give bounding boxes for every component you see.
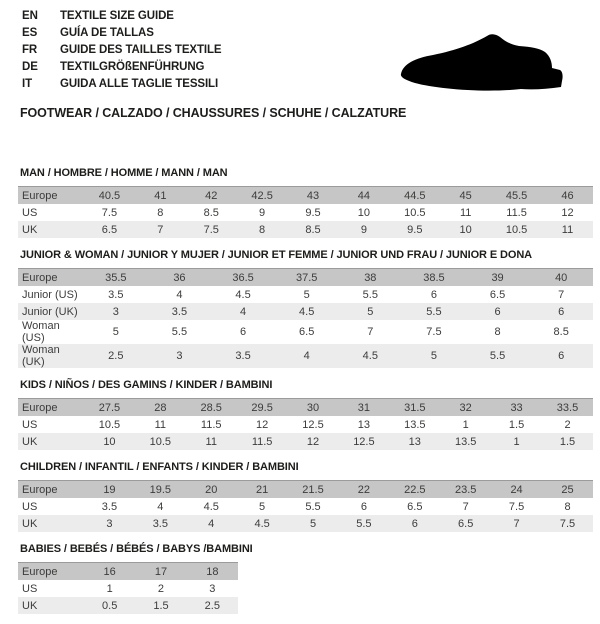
size-value: 10.5 bbox=[491, 221, 542, 238]
size-value: 1.5 bbox=[135, 597, 186, 614]
row-label: US bbox=[22, 418, 38, 431]
language-code: EN bbox=[22, 10, 38, 22]
language-label: GUIDA ALLE TAGLIE TESSILI bbox=[60, 78, 219, 90]
size-value: 5.5 bbox=[402, 303, 466, 320]
size-value: 13 bbox=[357, 418, 371, 431]
size-value: 8 bbox=[237, 221, 288, 238]
size-value: 5.5 bbox=[305, 500, 321, 513]
size-value: 44.5 bbox=[389, 187, 440, 205]
table-row bbox=[18, 563, 238, 581]
size-value: 10 bbox=[357, 206, 371, 219]
size-value: 11 bbox=[154, 418, 167, 431]
size-value: 33.5 bbox=[542, 399, 593, 417]
table-row bbox=[18, 221, 593, 238]
size-value: 4.5 bbox=[203, 500, 219, 513]
size-value: 3.5 bbox=[148, 303, 212, 320]
size-value: 32 bbox=[440, 399, 491, 417]
table-row bbox=[18, 399, 593, 417]
size-value: 5.5 bbox=[338, 515, 389, 532]
size-value: 4 bbox=[211, 303, 275, 320]
section-title: MAN / HOMBRE / HOMME / MANN / MAN bbox=[20, 167, 228, 179]
row-label: UK bbox=[18, 221, 84, 238]
size-value: 4.5 bbox=[275, 303, 339, 320]
size-value: 6.5 bbox=[299, 326, 315, 338]
size-value: 24 bbox=[491, 481, 542, 499]
size-value: 11.5 bbox=[506, 206, 527, 219]
row-label: Europe bbox=[18, 399, 84, 417]
size-section bbox=[18, 460, 593, 532]
size-value: 1.5 bbox=[542, 433, 593, 450]
table-row bbox=[18, 187, 593, 205]
size-value: 5 bbox=[303, 288, 310, 301]
size-value: 8 bbox=[564, 500, 571, 513]
language-code: ES bbox=[22, 27, 38, 39]
size-table bbox=[18, 398, 593, 450]
size-value: 7.5 bbox=[186, 221, 237, 238]
size-value: 6 bbox=[529, 344, 593, 368]
row-label: US bbox=[22, 582, 38, 595]
language-code: FR bbox=[22, 44, 38, 56]
row-label: US bbox=[22, 206, 38, 219]
size-value: 4 bbox=[186, 515, 237, 532]
size-value: 31.5 bbox=[389, 399, 440, 417]
size-value: 36.5 bbox=[211, 269, 275, 287]
size-value: 3.5 bbox=[108, 288, 124, 301]
language-row bbox=[22, 76, 222, 93]
size-value: 4.5 bbox=[339, 344, 403, 368]
size-value: 17 bbox=[135, 563, 186, 581]
size-value: 8 bbox=[157, 206, 164, 219]
size-value: 3.5 bbox=[135, 515, 186, 532]
row-label: Europe bbox=[18, 481, 84, 499]
size-value: 5 bbox=[288, 515, 339, 532]
size-value: 6 bbox=[430, 288, 437, 301]
size-value: 31 bbox=[338, 399, 389, 417]
size-value: 9.5 bbox=[305, 206, 321, 219]
size-value: 10.5 bbox=[135, 433, 186, 450]
size-value: 6.5 bbox=[489, 288, 506, 301]
size-value: 2 bbox=[564, 418, 571, 431]
size-value: 11.5 bbox=[237, 433, 288, 450]
language-row bbox=[22, 42, 222, 59]
size-value: 11 bbox=[542, 221, 593, 238]
size-value: 13.5 bbox=[440, 433, 491, 450]
size-section bbox=[18, 378, 593, 450]
size-value: 6 bbox=[240, 326, 247, 338]
size-value: 23.5 bbox=[440, 481, 491, 499]
size-table bbox=[18, 562, 238, 614]
language-label: TEXTILGRÖßENFÜHRUNG bbox=[60, 61, 205, 73]
size-value: 3.5 bbox=[211, 344, 275, 368]
size-value: 9 bbox=[338, 221, 389, 238]
size-value: 45 bbox=[440, 187, 491, 205]
size-table bbox=[18, 186, 593, 238]
size-value: 9.5 bbox=[389, 221, 440, 238]
size-value: 37.5 bbox=[275, 269, 339, 287]
language-label: GUÍA DE TALLAS bbox=[60, 27, 154, 39]
size-value: 4 bbox=[275, 344, 339, 368]
size-value: 2 bbox=[157, 582, 165, 595]
size-value: 19 bbox=[84, 481, 135, 499]
size-value: 12 bbox=[288, 433, 339, 450]
table-row bbox=[18, 344, 593, 368]
size-value: 4.5 bbox=[237, 515, 288, 532]
size-value: 30 bbox=[288, 399, 339, 417]
size-value: 11 bbox=[186, 433, 237, 450]
size-value: 7.5 bbox=[542, 515, 593, 532]
size-value: 40.5 bbox=[84, 187, 135, 205]
language-list bbox=[22, 8, 222, 93]
size-value: 5 bbox=[339, 303, 403, 320]
size-value: 9 bbox=[259, 206, 266, 219]
size-value: 42.5 bbox=[237, 187, 288, 205]
size-value: 10.5 bbox=[98, 418, 121, 431]
size-value: 11.5 bbox=[200, 418, 222, 431]
row-label: Woman (US) bbox=[22, 320, 60, 344]
size-value: 28.5 bbox=[186, 399, 237, 417]
language-row bbox=[22, 25, 222, 42]
table-row bbox=[18, 498, 593, 515]
table-row bbox=[18, 286, 593, 303]
language-label: TEXTILE SIZE GUIDE bbox=[60, 10, 174, 22]
shoe-icon bbox=[397, 32, 572, 94]
size-value: 8.5 bbox=[203, 206, 219, 219]
size-value: 16 bbox=[84, 563, 135, 581]
size-value: 13 bbox=[389, 433, 440, 450]
size-value: 6 bbox=[529, 303, 593, 320]
row-label: Junior (UK) bbox=[18, 303, 84, 320]
size-value: 7.5 bbox=[426, 326, 442, 338]
size-value: 1 bbox=[106, 582, 113, 595]
table-row bbox=[18, 515, 593, 532]
size-section bbox=[18, 166, 593, 238]
category-title: FOOTWEAR / CALZADO / CHAUSSURES / SCHUHE / CALZATURE bbox=[20, 106, 407, 120]
table-row bbox=[18, 204, 593, 221]
size-value: 21 bbox=[237, 481, 288, 499]
size-value: 10 bbox=[84, 433, 135, 450]
language-row bbox=[22, 8, 222, 25]
size-value: 8.5 bbox=[553, 326, 569, 338]
table-row bbox=[18, 580, 238, 597]
size-value: 42 bbox=[186, 187, 237, 205]
size-value: 7 bbox=[367, 326, 374, 338]
size-value: 12 bbox=[561, 206, 574, 219]
size-value: 21.5 bbox=[288, 481, 339, 499]
size-value: 7 bbox=[491, 515, 542, 532]
size-value: 6 bbox=[360, 500, 367, 513]
row-label: US bbox=[22, 500, 38, 513]
size-value: 27.5 bbox=[84, 399, 135, 417]
size-value: 41 bbox=[135, 187, 186, 205]
row-label: UK bbox=[18, 515, 84, 532]
size-tables bbox=[18, 166, 593, 624]
size-value: 6.5 bbox=[440, 515, 491, 532]
section-title: KIDS / NIÑOS / DES GAMINS / KINDER / BAMBINI bbox=[20, 379, 273, 391]
size-value: 38 bbox=[339, 269, 403, 287]
table-row bbox=[18, 303, 593, 320]
size-value: 1 bbox=[462, 418, 469, 431]
section-title: JUNIOR & WOMAN / JUNIOR Y MUJER / JUNIOR ET FEMME / JUNIOR UND FRAU / JUNIOR E DONA bbox=[20, 249, 533, 261]
row-label: UK bbox=[18, 433, 84, 450]
size-value: 20 bbox=[186, 481, 237, 499]
size-value: 5.5 bbox=[466, 344, 530, 368]
size-value: 3 bbox=[84, 303, 148, 320]
table-row bbox=[18, 269, 593, 287]
size-value: 11 bbox=[459, 206, 472, 219]
size-table bbox=[18, 268, 593, 368]
size-value: 2.5 bbox=[187, 597, 238, 614]
size-value: 5.5 bbox=[362, 288, 378, 301]
size-table bbox=[18, 480, 593, 532]
table-row bbox=[18, 433, 593, 450]
size-value: 6 bbox=[466, 303, 530, 320]
size-value: 6 bbox=[389, 515, 440, 532]
size-value: 3 bbox=[84, 515, 135, 532]
size-value: 5 bbox=[112, 326, 119, 338]
table-row bbox=[18, 320, 593, 344]
size-value: 28 bbox=[135, 399, 186, 417]
size-value: 12 bbox=[255, 418, 269, 431]
size-value: 8.5 bbox=[288, 221, 339, 238]
size-value: 6.5 bbox=[84, 221, 135, 238]
size-value: 5 bbox=[259, 500, 266, 513]
size-value: 4.5 bbox=[235, 288, 251, 301]
size-value: 18 bbox=[187, 563, 238, 581]
language-code: DE bbox=[22, 61, 38, 73]
row-label: Woman (UK) bbox=[18, 344, 84, 368]
size-value: 13.5 bbox=[404, 418, 426, 431]
size-value: 46 bbox=[542, 187, 593, 205]
size-value: 12.5 bbox=[302, 418, 324, 431]
section-title: CHILDREN / INFANTIL / ENFANTS / KINDER / BAMBINI bbox=[20, 461, 299, 473]
size-value: 22.5 bbox=[389, 481, 440, 499]
size-value: 7.5 bbox=[101, 206, 118, 219]
size-value: 5 bbox=[402, 344, 466, 368]
size-value: 10 bbox=[440, 221, 491, 238]
size-value: 7 bbox=[135, 221, 186, 238]
size-value: 39 bbox=[466, 269, 530, 287]
size-value: 38.5 bbox=[402, 269, 466, 287]
size-value: 8 bbox=[494, 326, 501, 338]
size-value: 4 bbox=[176, 288, 183, 301]
size-value: 5.5 bbox=[171, 326, 188, 338]
size-value: 1 bbox=[491, 433, 542, 450]
size-value: 45.5 bbox=[491, 187, 542, 205]
size-value: 43 bbox=[288, 187, 339, 205]
size-value: 1.5 bbox=[508, 418, 525, 431]
row-label: Europe bbox=[18, 187, 84, 205]
size-value: 19.5 bbox=[135, 481, 186, 499]
language-code: IT bbox=[22, 78, 33, 90]
size-section bbox=[18, 542, 593, 614]
size-value: 4 bbox=[157, 500, 164, 513]
section-title: BABIES / BEBÉS / BÉBÉS / BABYS /BAMBINI bbox=[20, 543, 253, 555]
size-value: 3 bbox=[148, 344, 212, 368]
size-value: 7 bbox=[462, 500, 469, 513]
size-value: 6.5 bbox=[407, 500, 423, 513]
size-value: 3 bbox=[209, 582, 216, 595]
size-value: 7.5 bbox=[508, 500, 525, 513]
size-value: 35.5 bbox=[84, 269, 148, 287]
size-value: 40 bbox=[529, 269, 593, 287]
language-row bbox=[22, 59, 222, 76]
size-value: 33 bbox=[491, 399, 542, 417]
row-label: Europe bbox=[18, 269, 84, 287]
size-value: 0.5 bbox=[84, 597, 135, 614]
size-value: 2.5 bbox=[84, 344, 148, 368]
row-label: UK bbox=[18, 597, 84, 614]
size-value: 3.5 bbox=[101, 500, 118, 513]
language-label: GUIDE DES TAILLES TEXTILE bbox=[60, 44, 222, 56]
size-value: 25 bbox=[542, 481, 593, 499]
size-value: 44 bbox=[338, 187, 389, 205]
row-label: Europe bbox=[18, 563, 84, 581]
table-row bbox=[18, 481, 593, 499]
table-row bbox=[18, 416, 593, 433]
size-value: 29.5 bbox=[237, 399, 288, 417]
row-label: Junior (US) bbox=[22, 288, 78, 301]
size-value: 7 bbox=[558, 288, 565, 301]
size-value: 22 bbox=[338, 481, 389, 499]
size-value: 10.5 bbox=[404, 206, 426, 219]
size-value: 12.5 bbox=[338, 433, 389, 450]
size-value: 36 bbox=[148, 269, 212, 287]
size-section bbox=[18, 248, 593, 368]
